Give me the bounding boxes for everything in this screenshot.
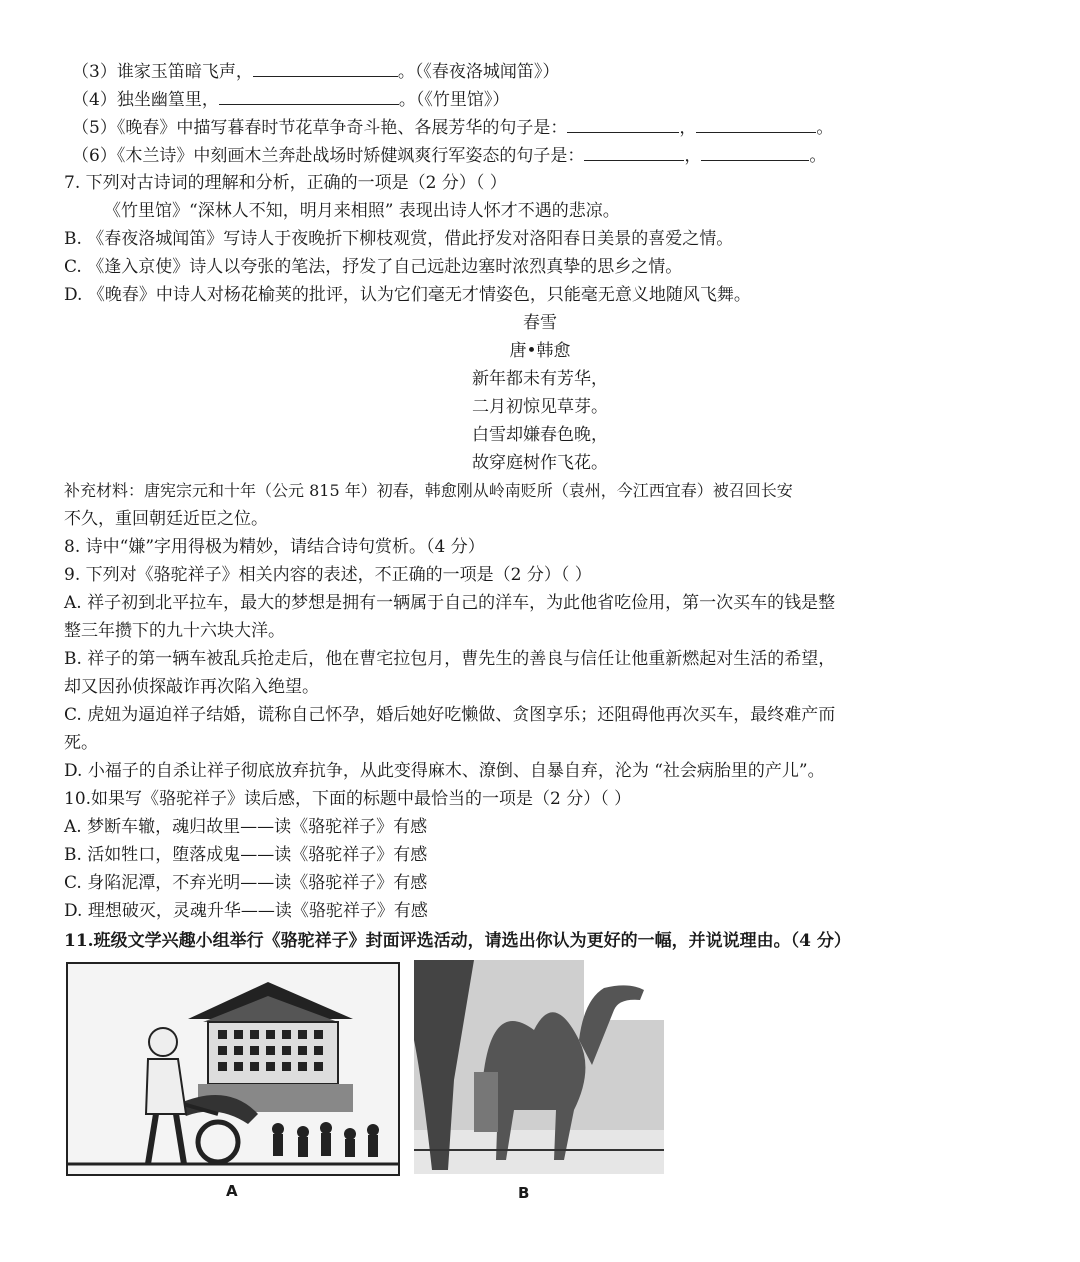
q10-option-b[interactable]: B. 活如牲口，堕落成鬼——读《骆驼祥子》有感 [64,845,428,865]
supplement-material-cont: 不久，重回朝廷近臣之位。 [64,509,268,529]
cover-b-illustration [414,960,664,1174]
cover-a-illustration [68,964,398,1174]
answer-blank[interactable] [584,144,684,161]
supplement-material: 补充材料：唐宪宗元和十年（公元 815 年）初春，韩愈刚从岭南贬所（袁州，今江西宜春）被召回长安 [64,481,793,500]
q9-option-a[interactable]: A. 祥子初到北平拉车，最大的梦想是拥有一辆属于自己的洋车，为此他省吃俭用，第一次买车的钱是整 [64,593,836,613]
q9-option-c-cont[interactable]: 死。 [64,733,98,753]
poem-title: 春雪 [523,313,557,333]
q10-stem: 10.如果写《骆驼祥子》读后感，下面的标题中最恰当的一项是（2 分）（ ） [64,789,632,809]
answer-blank[interactable] [567,116,679,133]
q7-option-c[interactable]: C. 《逢入京使》诗人以夸张的笔法，抒发了自己远赴边塞时浓烈真挚的思乡之情。 [64,257,683,277]
fill-blank-5: （5）《晚春》中描写暮春时节花草争奇斗艳、各展芳华的句子是： ， 。 [72,118,834,138]
cover-image-a[interactable] [66,962,400,1176]
cover-a-label: A [226,1182,238,1200]
poem-author: 唐•韩愈 [509,341,571,361]
q7-option-d[interactable]: D. 《晚春》中诗人对杨花榆荚的批评，认为它们毫无才情姿色，只能毫无意义地随风飞舞。 [64,285,751,305]
poem-line: 故穿庭树作飞花。 [472,453,608,473]
answer-blank[interactable] [701,144,809,161]
q10-option-a[interactable]: A. 梦断车辙，魂归故里——读《骆驼祥子》有感 [64,817,428,837]
q9-option-d[interactable]: D. 小福子的自杀让祥子彻底放弃抗争，从此变得麻木、潦倒、自暴自弃，沦为 “社会病胎里的产儿”。 [64,761,825,781]
q10-option-c[interactable]: C. 身陷泥潭，不弃光明——读《骆驼祥子》有感 [64,873,428,893]
fill-blank-3: （3）谁家玉笛暗飞声， 。（《春夜洛城闻笛》） [72,62,560,82]
q7-option-a[interactable]: 《竹里馆》“深林人不知，明月来相照” 表现出诗人怀才不遇的悲凉。 [104,201,620,221]
q11-stem: 11.班级文学兴趣小组举行《骆驼祥子》封面评选活动，请选出你认为更好的一幅，并说说理由。（4 分） [64,931,851,951]
q7-stem: 7. 下列对古诗词的理解和分析，正确的一项是（2 分）（ ） [64,173,507,193]
poem-line: 新年都未有芳华， [472,369,608,389]
fill-blank-4: （4）独坐幽篁里， 。（《竹里馆》） [72,90,510,110]
q7-option-b[interactable]: B. 《春夜洛城闻笛》写诗人于夜晚折下柳枝观赏，借此抒发对洛阳春日美景的喜爱之情。 [64,229,734,249]
q9-option-c[interactable]: C. 虎妞为逼迫祥子结婚，谎称自己怀孕，婚后她好吃懒做、贪图享乐；还阻碍他再次买车，最终难产而 [64,705,836,725]
q10-option-d[interactable]: D. 理想破灭，灵魂升华——读《骆驼祥子》有感 [64,901,428,921]
q9-option-b-cont[interactable]: 却又因孙侦探敲诈再次陷入绝望。 [64,677,319,697]
poem-line: 白雪却嫌春色晚， [472,425,608,445]
q9-option-b[interactable]: B. 祥子的第一辆车被乱兵抢走后，他在曹宅拉包月，曹先生的善良与信任让他重新燃起对生活的希望， [64,649,836,669]
q8-stem: 8. 诗中“嫌”字用得极为精妙，请结合诗句赏析。（4 分） [64,537,485,557]
q9-option-a-cont[interactable]: 整三年攒下的九十六块大洋。 [64,621,285,641]
cover-image-b[interactable] [414,960,664,1174]
poem-line: 二月初惊见草芽。 [472,397,608,417]
cover-b-label: B [518,1184,530,1202]
answer-blank[interactable] [696,116,816,133]
answer-blank[interactable] [219,88,399,105]
fill-blank-6: （6）《木兰诗》中刻画木兰奔赴战场时矫健飒爽行军姿态的句子是： ， 。 [72,146,827,166]
q9-stem: 9. 下列对《骆驼祥子》相关内容的表述，不正确的一项是（2 分）（ ） [64,565,592,585]
answer-blank[interactable] [253,60,398,77]
